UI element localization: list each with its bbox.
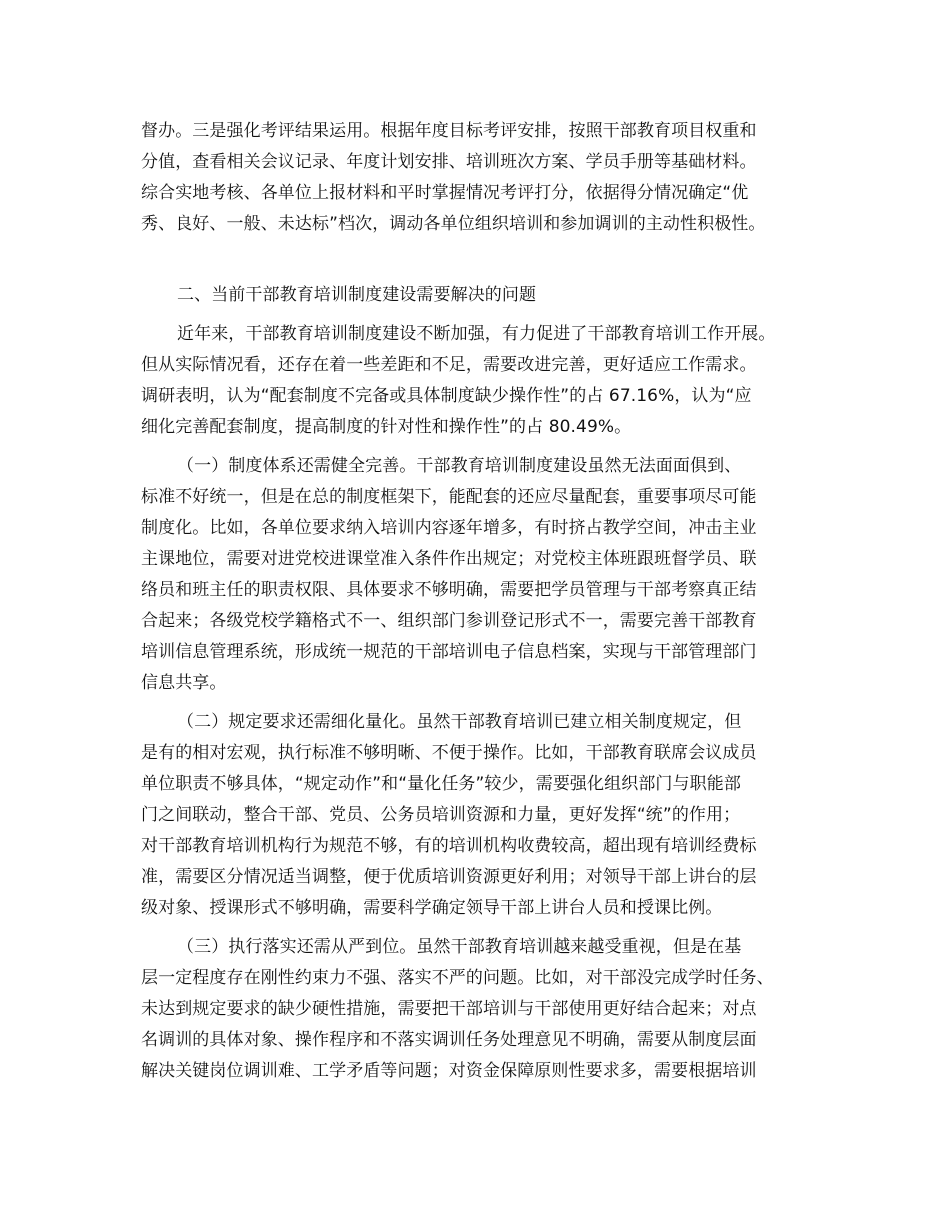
intro-line: 督办。三是强化考评结果运用。根据年度目标考评安排，按照干部教育项目权重和 — [141, 121, 757, 141]
paragraph-line: （二）规定要求还需细化量化。虽然干部教育培训已建立相关制度规定，但 — [177, 712, 742, 732]
intro-line: 分值，查看相关会议记录、年度计划安排、培训班次方案、学员手册等基础材料。 — [141, 152, 757, 172]
paragraph-line: 是有的相对宏观，执行标准不够明晰、不便于操作。比如，干部教育联席会议成员 — [141, 743, 757, 763]
paragraph-line: 调研表明，认为“配套制度不完备或具体制度缺少操作性”的占 67.16%，认为“应 — [141, 386, 752, 406]
paragraph-line: 近年来，干部教育培训制度建设不断加强，有力促进了干部教育培训工作开展。 — [177, 324, 776, 344]
paragraph-line: 解决关键岗位调训难、工学矛盾等问题；对资金保障原则性要求多，需要根据培训 — [141, 1061, 757, 1081]
intro-line: 综合实地考核、各单位上报材料和平时掌握情况考评打分，依据得分情况确定“优 — [141, 183, 749, 203]
paragraph-line: 络员和班主任的职责权限、具体要求不够明确，需要把学员管理与干部考察真正结 — [141, 580, 757, 600]
paragraph-line: 标准不好统一，但是在总的制度框架下，能配套的还应尽量配套，重要事项尽可能 — [141, 487, 757, 507]
paragraph-line: 名调训的具体对象、操作程序和不落实调训任务处理意见不明确，需要从制度层面 — [141, 1030, 757, 1050]
paragraph-line: 层一定程度存在刚性约束力不强、落实不严的问题。比如，对干部没完成学时任务、 — [141, 968, 774, 988]
paragraph-line: 制度化。比如，各单位要求纳入培训内容逐年增多，有时挤占教学空间，冲击主业 — [141, 518, 757, 538]
paragraph-line: 对干部教育培训机构行为规范不够，有的培训机构收费较高，超出现有培训经费标 — [141, 836, 757, 856]
intro-line: 秀、良好、一般、未达标”档次，调动各单位组织培训和参加调训的主动性积极性。 — [141, 214, 766, 234]
paragraph-line: 合起来；各级党校学籍格式不一、组织部门参训登记形式不一，需要完善干部教育 — [141, 611, 757, 631]
paragraph-line: 未达到规定要求的缺少硬性措施，需要把干部培训与干部使用更好结合起来；对点 — [141, 999, 757, 1019]
paragraph-line: 培训信息管理系统，形成统一规范的干部培训电子信息档案，实现与干部管理部门 — [141, 642, 757, 662]
paragraph-line: 准，需要区分情况适当调整，便于优质培训资源更好利用；对领导干部上讲台的层 — [141, 867, 757, 887]
paragraph-line: 门之间联动，整合干部、党员、公务员培训资源和力量，更好发挥“统”的作用； — [141, 805, 741, 825]
paragraph-line: 单位职责不够具体，“规定动作”和“量化任务”较少，需要强化组织部门与职能部 — [141, 774, 741, 794]
paragraph-line: 细化完善配套制度，提高制度的针对性和操作性”的占 80.49%。 — [141, 417, 632, 437]
paragraph-line: 级对象、授课形式不够明确，需要科学确定领导干部上讲台人员和授课比例。 — [141, 898, 723, 918]
section-heading: 二、当前干部教育培训制度建设需要解决的问题 — [177, 285, 537, 305]
paragraph-line: 但从实际情况看，还存在着一些差距和不足，需要改进完善，更好适应工作需求。 — [141, 355, 757, 375]
paragraph-line: 主课地位，需要对进党校进课堂准入条件作出规定；对党校主体班跟班督学员、联 — [141, 549, 757, 569]
paragraph-line: （三）执行落实还需从严到位。虽然干部教育培训越来越受重视，但是在基 — [177, 937, 742, 957]
paragraph-line: （一）制度体系还需健全完善。干部教育培训制度建设虽然无法面面俱到、 — [177, 456, 742, 476]
paragraph-line: 信息共享。 — [141, 673, 227, 693]
